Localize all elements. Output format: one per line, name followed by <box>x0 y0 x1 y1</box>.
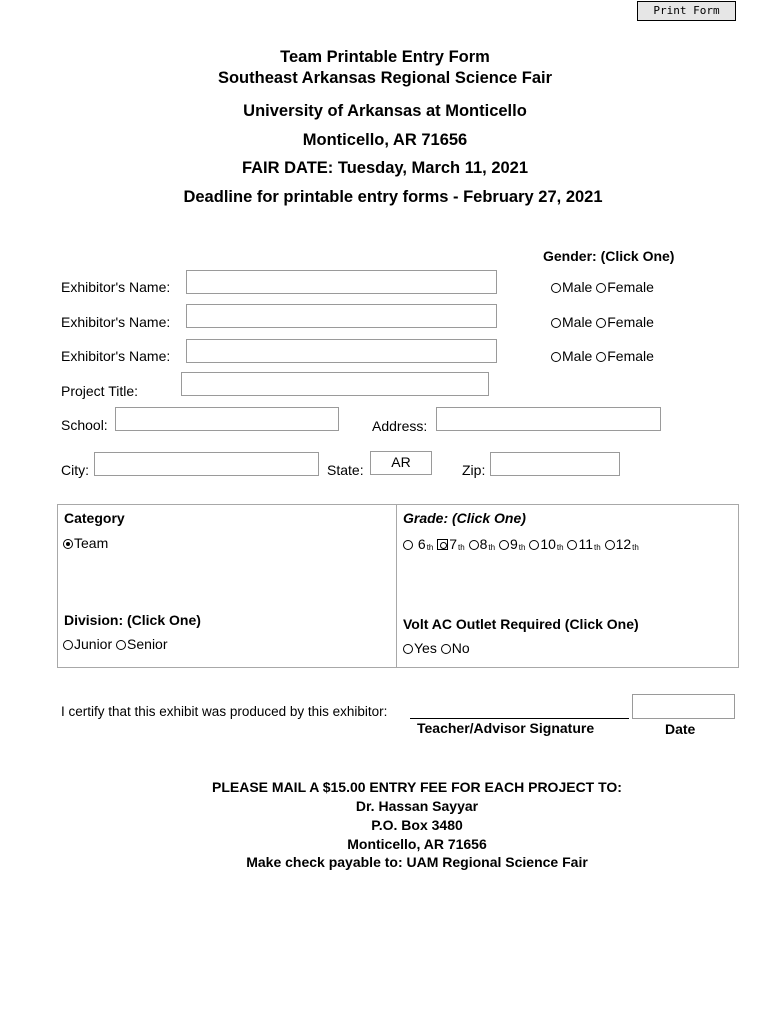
mail-payable: Make check payable to: UAM Regional Science Fair <box>246 854 588 870</box>
grade-9-label: 9 <box>509 536 518 552</box>
male-radio[interactable] <box>551 318 561 328</box>
school-label: School: <box>61 417 108 433</box>
grade-options <box>403 536 639 552</box>
exhibitor-name-field[interactable] <box>186 339 497 363</box>
grade-10-suffix: th <box>556 543 564 552</box>
form-title: Team Printable Entry Form <box>280 48 490 66</box>
gender-options <box>551 279 654 295</box>
grade-12-suffix: th <box>632 543 639 552</box>
grade-11-label: 11 <box>578 536 594 552</box>
exhibitor-name-label: Exhibitor's Name: <box>61 348 171 364</box>
state-field[interactable]: AR <box>370 451 432 475</box>
male-radio[interactable] <box>551 283 561 293</box>
no-radio[interactable] <box>441 644 451 654</box>
no-label: No <box>451 640 470 656</box>
grade-10-radio[interactable] <box>529 540 539 550</box>
grade-11-radio[interactable] <box>567 540 577 550</box>
team-label: Team <box>74 535 109 551</box>
mail-recipient: Dr. Hassan Sayyar <box>355 798 479 814</box>
grade-6-radio[interactable] <box>403 540 413 550</box>
male-label: Male <box>562 279 593 295</box>
mail-city: Monticello, AR 71656 <box>347 836 487 852</box>
grade-6-label: 6 <box>417 536 426 552</box>
print-form-button[interactable]: Print Form <box>637 1 736 21</box>
grade-7-label: 7 <box>449 536 458 552</box>
junior-label: Junior <box>74 636 113 652</box>
state-label: State: <box>327 462 364 478</box>
female-label: Female <box>607 314 654 330</box>
mail-po-box: P.O. Box 3480 <box>371 817 463 833</box>
zip-field[interactable] <box>490 452 620 476</box>
mail-instruction: PLEASE MAIL A $15.00 ENTRY FEE FOR EACH PROJECT TO: <box>212 779 622 795</box>
junior-radio[interactable] <box>63 640 73 650</box>
exhibitor-name-field[interactable] <box>186 270 497 294</box>
grade-7-radio[interactable] <box>437 539 448 550</box>
grade-8-label: 8 <box>479 536 488 552</box>
project-title-field[interactable] <box>181 372 489 396</box>
grade-9-radio[interactable] <box>499 540 509 550</box>
division-heading: Division: (Click One) <box>64 612 201 628</box>
grade-8-radio[interactable] <box>469 540 479 550</box>
category-option <box>63 535 108 551</box>
male-label: Male <box>562 314 593 330</box>
city-label: City: <box>61 462 89 478</box>
grade-12-label: 12 <box>615 536 632 552</box>
grade-6-suffix: th <box>426 543 434 552</box>
city-field[interactable] <box>94 452 319 476</box>
grade-8-suffix: th <box>488 543 496 552</box>
exhibitor-name-label: Exhibitor's Name: <box>61 279 171 295</box>
signature-label: Teacher/Advisor Signature <box>417 720 595 736</box>
project-title-label: Project Title: <box>61 383 139 399</box>
date-label: Date <box>665 721 696 737</box>
senior-radio[interactable] <box>116 640 126 650</box>
volt-heading: Volt AC Outlet Required (Click One) <box>403 616 639 632</box>
female-label: Female <box>607 279 654 295</box>
address-field[interactable] <box>436 407 661 431</box>
grade-12-radio[interactable] <box>605 540 615 550</box>
male-label: Male <box>562 348 593 364</box>
date-field[interactable] <box>632 694 735 719</box>
signature-line[interactable] <box>410 702 629 719</box>
female-radio[interactable] <box>596 318 606 328</box>
certify-text: I certify that this exhibit was produced by this exhibitor: <box>61 704 388 719</box>
gender-options <box>551 314 654 330</box>
grade-heading: Grade: (Click One) <box>403 510 526 526</box>
exhibitor-name-label: Exhibitor's Name: <box>61 314 171 330</box>
female-radio[interactable] <box>596 352 606 362</box>
school-field[interactable] <box>115 407 339 431</box>
category-heading: Category <box>64 510 125 526</box>
female-radio[interactable] <box>596 283 606 293</box>
grade-11-suffix: th <box>594 543 601 552</box>
fair-name: Southeast Arkansas Regional Science Fair <box>217 69 553 87</box>
university-name: University of Arkansas at Monticello <box>243 102 527 120</box>
fair-date: FAIR DATE: Tuesday, March 11, 2021 <box>241 159 529 177</box>
grade-9-suffix: th <box>518 543 526 552</box>
male-radio[interactable] <box>551 352 561 362</box>
senior-label: Senior <box>127 636 168 652</box>
yes-label: Yes <box>414 640 437 656</box>
volt-options <box>403 640 470 656</box>
category-box-divider <box>396 504 397 668</box>
exhibitor-name-field[interactable] <box>186 304 497 328</box>
location: Monticello, AR 71656 <box>302 131 468 149</box>
division-options <box>63 636 168 652</box>
grade-10-label: 10 <box>540 536 556 552</box>
zip-label: Zip: <box>462 462 486 478</box>
grade-7-suffix: th <box>458 543 465 552</box>
address-label: Address: <box>372 418 428 434</box>
yes-radio[interactable] <box>403 644 413 654</box>
deadline: Deadline for printable entry forms - February 27, 2021 <box>183 188 603 206</box>
gender-heading: Gender: (Click One) <box>543 248 675 264</box>
gender-options <box>551 348 654 364</box>
female-label: Female <box>607 348 654 364</box>
team-radio[interactable] <box>63 539 73 549</box>
